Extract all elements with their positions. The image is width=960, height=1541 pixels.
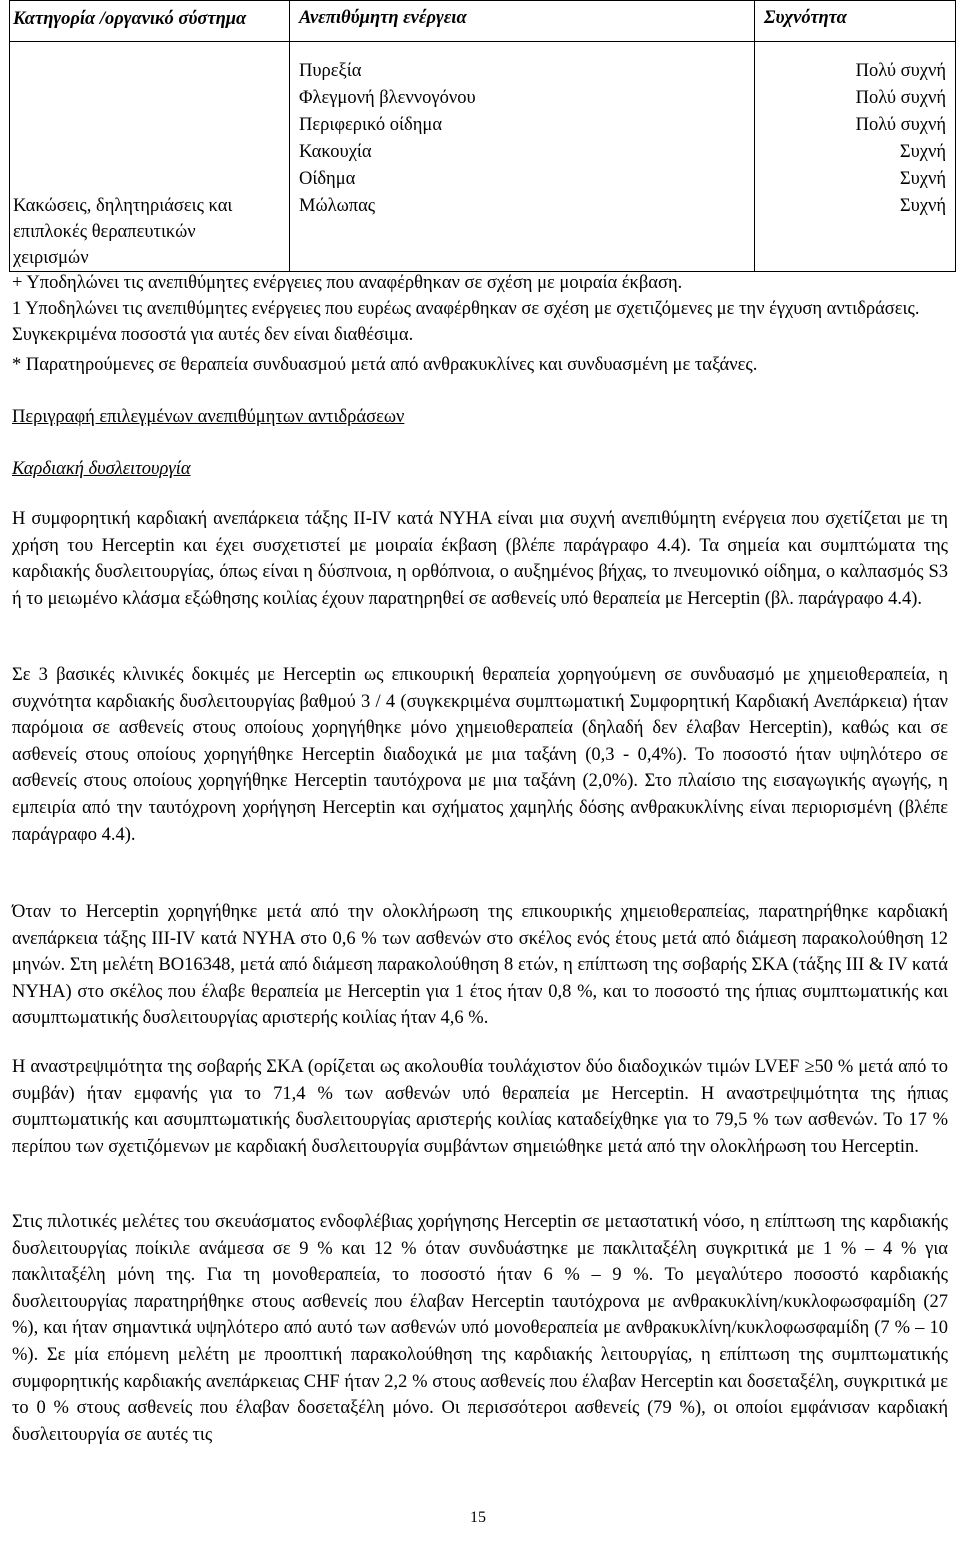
table-cell-category: Κακώσεις, δηλητηριάσεις και επιπλοκές θεραπευτικών χειρισμών [13, 196, 233, 268]
footnote-plus: + Υποδηλώνει τις ανεπιθύμητες ενέργειες που αναφέρθηκαν σε σχέση με μοιραία έκβαση. [12, 273, 683, 293]
table-header-frequency: Συχνότητα [764, 8, 847, 28]
paragraph: Η συμφορητική καρδιακή ανεπάρκεια τάξης II-IV κατά NYHA είναι μια συχνή ανεπιθύμητη ενέργεια που σχετίζεται με τη χρήση του Herceptin και έχει συσχετιστεί με μοιραία έκβαση (βλέπε παράγραφο 4.4). Τα σημεία και συμπτώματα της καρδιακής δυσλειτουργίας, όπως είναι η δύσπνοια, η ορθόπνοια, ο αυξημένος βήχας, το πνευμονικό οίδημα, ο καλπασμός S3 ή το μειωμένο κλάσμα εξώθησης κοιλίας έχουν παρατηρηθεί σε ασθενείς υπό θεραπεία με Herceptin (βλ. παράγραφο 4.4). [12, 509, 948, 609]
table-cell-frequency: Πολύ συχνή [855, 115, 946, 135]
table-cell-event: Πυρεξία [299, 61, 362, 81]
table-cell-event: Κακουχία [299, 142, 372, 162]
table-header-event: Ανεπιθύμητη ενέργεια [299, 8, 467, 28]
table-cell-frequency: Συχνή [899, 196, 946, 216]
paragraph: Όταν το Herceptin χορηγήθηκε μετά από την ολοκλήρωση της επικουρικής χημειοθεραπείας, παρατηρήθηκε καρδιακή ανεπάρκεια τάξης III-IV κατά NYHA στο 0,6 % των ασθενών στο σκέλος ενός έτους μετά από διάμεση παρακολούθηση 12 μηνών. Στη μελέτη BO16348, μετά από διάμεση παρακολούθηση 8 ετών, η επίπτωση της σοβαρής ΣΚΑ (τάξης III & IV κατά NYHA) στο σκέλος που έλαβε θεραπεία με Herceptin για 1 έτος ήταν 0,8 %, και το ποσοστό της ήπιας συμπτωματικής και ασυμπτωματικής δυσλειτουργίας αριστερής κοιλίας ήταν 4,6 %. [12, 902, 948, 1029]
table-header-category: Κατηγορία /οργανικό σύστημα [13, 9, 247, 29]
table-cell-frequency: Πολύ συχνή [855, 88, 946, 108]
table-cell-event: Οίδημα [299, 169, 356, 189]
table-cell-event: Περιφερικό οίδημα [299, 115, 443, 135]
footnote-one: 1 Υποδηλώνει τις ανεπιθύμητες ενέργειες που ευρέως αναφέρθηκαν σε σχέση με σχετιζόμενες με την έγχυση αντιδράσεις. Συγκεκριμένα ποσοστά για αυτές δεν είναι διαθέσιμα. [12, 299, 920, 345]
paragraph: Σε 3 βασικές κλινικές δοκιμές με Herceptin ως επικουρική θεραπεία χορηγούμενη σε συνδυασμό με χημειοθεραπεία, η συχνότητα καρδιακής δυσλειτουργίας βαθμού 3 / 4 (συγκεκριμένα συμπτωματική Συμφορητική Καρδιακή Ανεπάρκεια) ήταν παρόμοια σε ασθενείς στους οποίους χορηγήθηκε μόνο χημειοθεραπεία (δηλαδή δεν έλαβαν Herceptin), καθώς και σε ασθενείς στους οποίους χορηγήθηκε Herceptin διαδοχικά με μια ταξάνη (0,3 - 0,4%). Το ποσοστό ήταν υψηλότερο σε ασθενείς στους οποίους χορηγήθηκε Herceptin ταυτόχρονα με μια ταξάνη (2,0%). Στο πλαίσιο της εισαγωγικής αγωγής, η εμπειρία από την ταυτόχρονη χορήγηση Herceptin και σχήματος χαμηλής δόσης ανθρακυκλίνης είναι περιορισμένη (βλέπε παράγραφο 4.4). [12, 665, 948, 845]
table-cell-frequency: Πολύ συχνή [855, 61, 946, 81]
paragraph: Στις πιλοτικές μελέτες του σκευάσματος ενδοφλέβιας χορήγησης Herceptin σε μεταστατική νόσο, η επίπτωση της καρδιακής δυσλειτουργίας ποίκιλε ανάμεσα σε 9 % και 12 % όταν συνδυάστηκε με πακλιταξέλη συγκριτικά με 1 % – 4 % για πακλιταξέλη μόνη της. Για τη μονοθεραπεία, το ποσοστό ήταν 6 % – 9 %. Το μεγαλύτερο ποσοστό καρδιακής δυσλειτουργίας παρατηρήθηκε στους ασθενείς που έλαβαν Herceptin ταυτόχρονα με ανθρακυκλίνη/κυκλοφωσφαμίδη (27 %), και ήταν σημαντικά υψηλότερο από αυτό των ασθενών υπό μονοθεραπεία με ανθρακυκλίνη/κυκλοφωσφαμίδη (7 % – 10 %). Σε μία επόμενη μελέτη με προοπτική παρακολούθηση της καρδιακής λειτουργίας, η επίπτωση της συμπτωματικής συμφορητικής καρδιακής ανεπάρκειας CHF ήταν 2,2 % στους ασθενείς που έλαβαν Herceptin και δοσεταξέλη, συγκριτικά με το 0 % στους ασθενείς που έλαβαν δοσεταξέλη μόνο. Οι περισσότεροι ασθενείς (79 %), οι οποίοι εμφάνισαν καρδιακή δυσλειτουργία σε αυτές τις [12, 1212, 948, 1445]
table-cell-frequency: Συχνή [899, 142, 946, 162]
page-number: 15 [470, 1509, 486, 1526]
footnote-star: * Παρατηρούμενες σε θεραπεία συνδυασμού μετά από ανθρακυκλίνες και συνδυασμένη με ταξάνες. [12, 355, 758, 375]
paragraph: Η αναστρεψιμότητα της σοβαρής ΣΚΑ (ορίζεται ως ακολουθία τουλάχιστον δύο διαδοχικών τιμών LVEF ≥50 % μετά από το συμβάν) ήταν εμφανής για το 71,4 % των ασθενών υπό θεραπεία με Herceptin. Η αναστρεψιμότητα της ήπιας συμπτωματικής και ασυμπτωματικής δυσλειτουργίας αριστερής κοιλίας καταδείχθηκε για το 79,5 % των ασθενών. Το 17 % περίπου των σχετιζόμενων με καρδιακή δυσλειτουργία συμβάντων σημειώθηκε μετά από την ολοκλήρωση του Herceptin. [12, 1057, 948, 1157]
adverse-events-table [9, 0, 956, 272]
subsection-title: Καρδιακή δυσλειτουργία [12, 459, 191, 479]
table-cell-event: Μώλωπας [299, 196, 376, 216]
table-cell-frequency: Συχνή [899, 169, 946, 189]
table-cell-event: Φλεγμονή βλεννογόνου [299, 88, 476, 108]
section-title: Περιγραφή επιλεγμένων ανεπιθύμητων αντιδράσεων [12, 407, 405, 427]
